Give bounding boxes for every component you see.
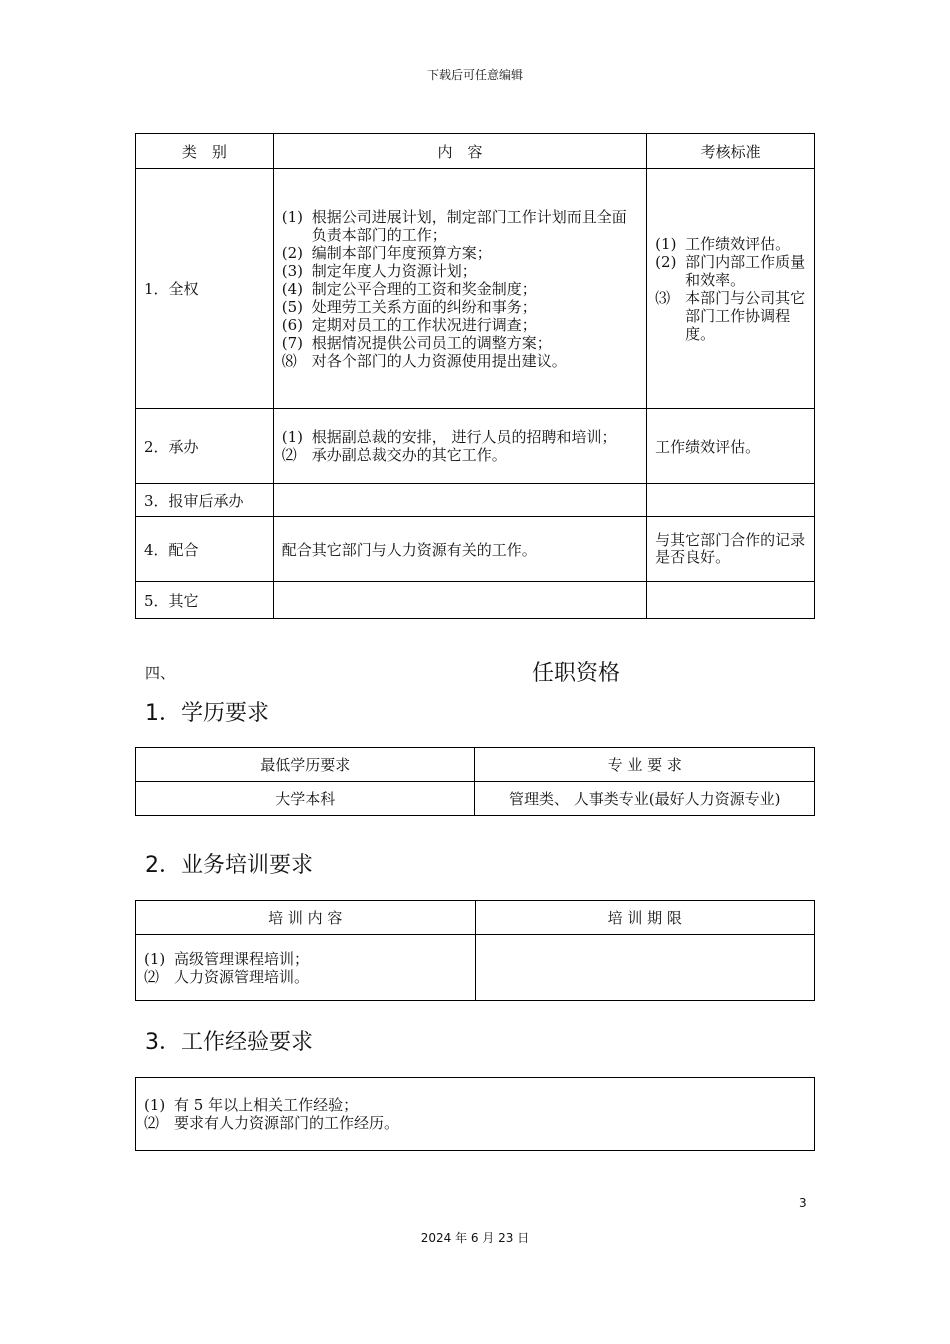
duty-standard-item [655, 289, 806, 343]
duty-table [135, 133, 815, 619]
standard-cell [647, 582, 815, 619]
experience-item [144, 1096, 806, 1114]
content-cell [273, 169, 646, 409]
training-list [144, 950, 467, 986]
list-marker: (2) [655, 252, 677, 271]
category-cell: 4．配合 [136, 517, 274, 582]
list-marker: (1) [144, 1096, 166, 1114]
list-text: 承办副总裁交办的其它工作。 [311, 446, 507, 464]
standard-cell: 工作绩效评估。 [647, 409, 815, 484]
standard-cell [647, 484, 815, 517]
education-value-min: 大学本科 [136, 782, 475, 816]
section-title: 任职资格 [532, 661, 621, 686]
list-text: 部门内部工作质量和效率。 [685, 252, 806, 289]
content-cell [273, 484, 646, 517]
training-header-period: 培 训 期 限 [475, 901, 814, 935]
duty-content-item [282, 298, 638, 316]
list-text: 要求有人力资源部门的工作经历。 [174, 1114, 400, 1132]
training-content-cell [136, 935, 476, 1001]
duty-content-item [282, 262, 638, 280]
duty-content-item [282, 334, 638, 352]
page-number: 3 [799, 1196, 807, 1210]
category-cell: 5．其它 [136, 582, 274, 619]
list-marker: ⑵ [144, 967, 160, 986]
training-period-cell [475, 935, 814, 1001]
experience-cell [136, 1078, 815, 1151]
duty-content-item [282, 280, 638, 298]
duty-content-item [282, 352, 638, 370]
list-marker: (1) [281, 207, 304, 226]
list-text: 对各个部门的人力资源使用提出建议。 [311, 351, 567, 370]
category-cell: 2．承办 [136, 409, 274, 484]
duty-content-item [282, 244, 638, 262]
list-marker: ⑵ [281, 446, 297, 464]
duty-standard-item [655, 235, 806, 253]
duty-standard-item [655, 253, 806, 289]
duty-content-item [282, 446, 638, 464]
list-marker: (5) [281, 297, 304, 316]
list-text: 根据情况提供公司员工的调整方案； [311, 333, 552, 352]
header-content: 内 容 [273, 134, 646, 169]
section-number: 四、 [145, 664, 176, 682]
education-header-major: 专 业 要 求 [475, 748, 815, 782]
list-text: 处理劳工关系方面的纠纷和事务； [311, 297, 537, 316]
education-table [135, 747, 815, 816]
training-header-content: 培 训 内 容 [136, 901, 476, 935]
content-cell [273, 582, 646, 619]
list-marker: (1) [144, 949, 166, 968]
list-marker: ⑵ [144, 1114, 160, 1132]
education-heading: 1．学历要求 [145, 701, 269, 726]
content-cell [273, 409, 646, 484]
education-value-major: 管理类、 人事类专业(最好人力资源专业) [475, 782, 815, 816]
experience-item [144, 1114, 806, 1132]
list-marker: (6) [281, 315, 304, 334]
list-marker: (4) [281, 279, 304, 298]
list-marker: (1) [281, 428, 304, 446]
content-list [282, 428, 638, 464]
training-heading: 2．业务培训要求 [145, 853, 313, 878]
standard-list [655, 235, 806, 343]
category-cell: 1．全权 [136, 169, 274, 409]
list-text: 人力资源管理培训。 [174, 967, 310, 986]
training-item [144, 950, 467, 968]
category-cell: 3．报审后承办 [136, 484, 274, 517]
list-text: 根据公司进展计划，制定部门工作计划而且全面负责本部门的工作； [311, 207, 627, 244]
list-text: 工作绩效评估。 [685, 234, 791, 253]
list-text: 制定年度人力资源计划； [311, 261, 477, 280]
list-marker: (7) [281, 333, 304, 352]
training-item [144, 968, 467, 986]
header-category: 类 别 [136, 134, 274, 169]
list-marker: ⑶ [655, 288, 671, 307]
list-text: 制定公平合理的工资和奖金制度； [311, 279, 537, 298]
list-text: 本部门与公司其它部门工作协调程度。 [685, 288, 806, 343]
list-marker: (2) [281, 243, 304, 262]
list-text: 根据副总裁的安排， 进行人员的招聘和培训； [311, 428, 617, 446]
page-header-note: 下载后可任意编辑 [426, 68, 523, 82]
experience-table [135, 1077, 815, 1151]
standard-cell [647, 169, 815, 409]
standard-cell: 与其它部门合作的记录是否良好。 [647, 517, 815, 582]
experience-list [144, 1096, 806, 1132]
duty-content-item [282, 428, 638, 446]
list-text: 有 5 年以上相关工作经验； [174, 1096, 359, 1114]
footer-date: 2024 年 6 月 23 日 [420, 1231, 530, 1245]
content-list [282, 208, 638, 370]
list-marker: (3) [281, 261, 304, 280]
list-marker: (1) [655, 234, 677, 253]
header-standard: 考核标准 [647, 134, 815, 169]
list-text: 编制本部门年度预算方案； [311, 243, 492, 262]
list-text: 定期对员工的工作状况进行调查； [311, 315, 537, 334]
content-cell: 配合其它部门与人力资源有关的工作。 [273, 517, 646, 582]
education-header-min: 最低学历要求 [136, 748, 475, 782]
experience-heading: 3．工作经验要求 [145, 1030, 313, 1055]
duty-content-item [282, 208, 638, 244]
duty-content-item [282, 316, 638, 334]
list-text: 高级管理课程培训； [174, 949, 310, 968]
list-marker: ⑻ [281, 351, 297, 370]
training-table [135, 900, 815, 1001]
